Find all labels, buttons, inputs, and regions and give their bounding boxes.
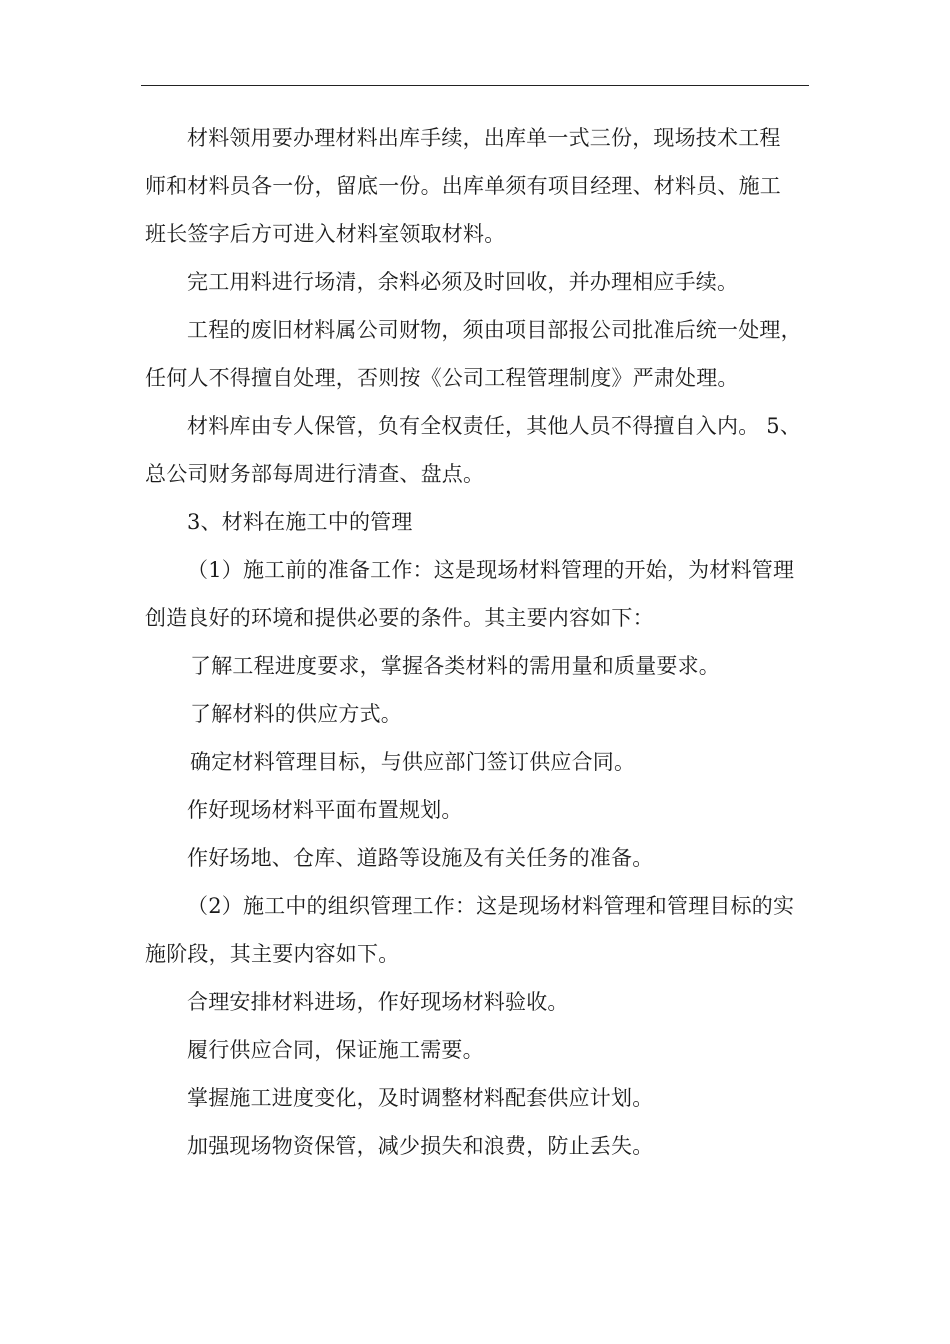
list-item: 掌握施工进度变化，及时调整材料配套供应计划。 (187, 1086, 654, 1110)
paragraph-line: 材料库由专人保管，负有全权责任，其他人员不得擅自入内。 5、 (187, 414, 802, 438)
paragraph-line: 师和材料员各一份，留底一份。出库单须有项目经理、材料员、施工 (145, 174, 781, 198)
paragraph-line: （2）施工中的组织管理工作：这是现场材料管理和管理目标的实 (187, 894, 795, 918)
list-item: 加强现场物资保管，减少损失和浪费，防止丢失。 (187, 1134, 654, 1158)
paragraph-line: 完工用料进行场清，余料必须及时回收，并办理相应手续。 (187, 270, 739, 294)
list-item: 作好场地、仓库、道路等设施及有关任务的准备。 (187, 846, 654, 870)
paragraph-line: （1）施工前的准备工作：这是现场材料管理的开始，为材料管理 (187, 558, 795, 582)
paragraph-line: 材料领用要办理材料出库手续，出库单一式三份，现场技术工程 (187, 126, 781, 150)
list-item: 作好现场材料平面布置规划。 (187, 798, 463, 822)
paragraph-line: 创造良好的环境和提供必要的条件。其主要内容如下： (145, 606, 654, 630)
paragraph-line: 任何人不得擅自处理，否则按《公司工程管理制度》严肃处理。 (145, 366, 739, 390)
list-item: 了解材料的供应方式。 (190, 702, 402, 726)
paragraph-line: 施阶段，其主要内容如下。 (145, 942, 400, 966)
list-item: 履行供应合同，保证施工需要。 (187, 1038, 484, 1062)
paragraph-line: 班长签字后方可进入材料室领取材料。 (145, 222, 506, 246)
header-rule (141, 85, 809, 86)
paragraph-line: 总公司财务部每周进行清查、盘点。 (145, 462, 485, 486)
paragraph-line: 工程的废旧材料属公司财物，须由项目部报公司批准后统一处理， (187, 318, 802, 342)
section-heading: 3、材料在施工中的管理 (187, 510, 413, 534)
document-body (145, 114, 835, 1170)
list-item: 合理安排材料进场，作好现场材料验收。 (187, 990, 569, 1014)
list-item: 确定材料管理目标，与供应部门签订供应合同。 (190, 750, 636, 774)
list-item: 了解工程进度要求，掌握各类材料的需用量和质量要求。 (190, 654, 720, 678)
